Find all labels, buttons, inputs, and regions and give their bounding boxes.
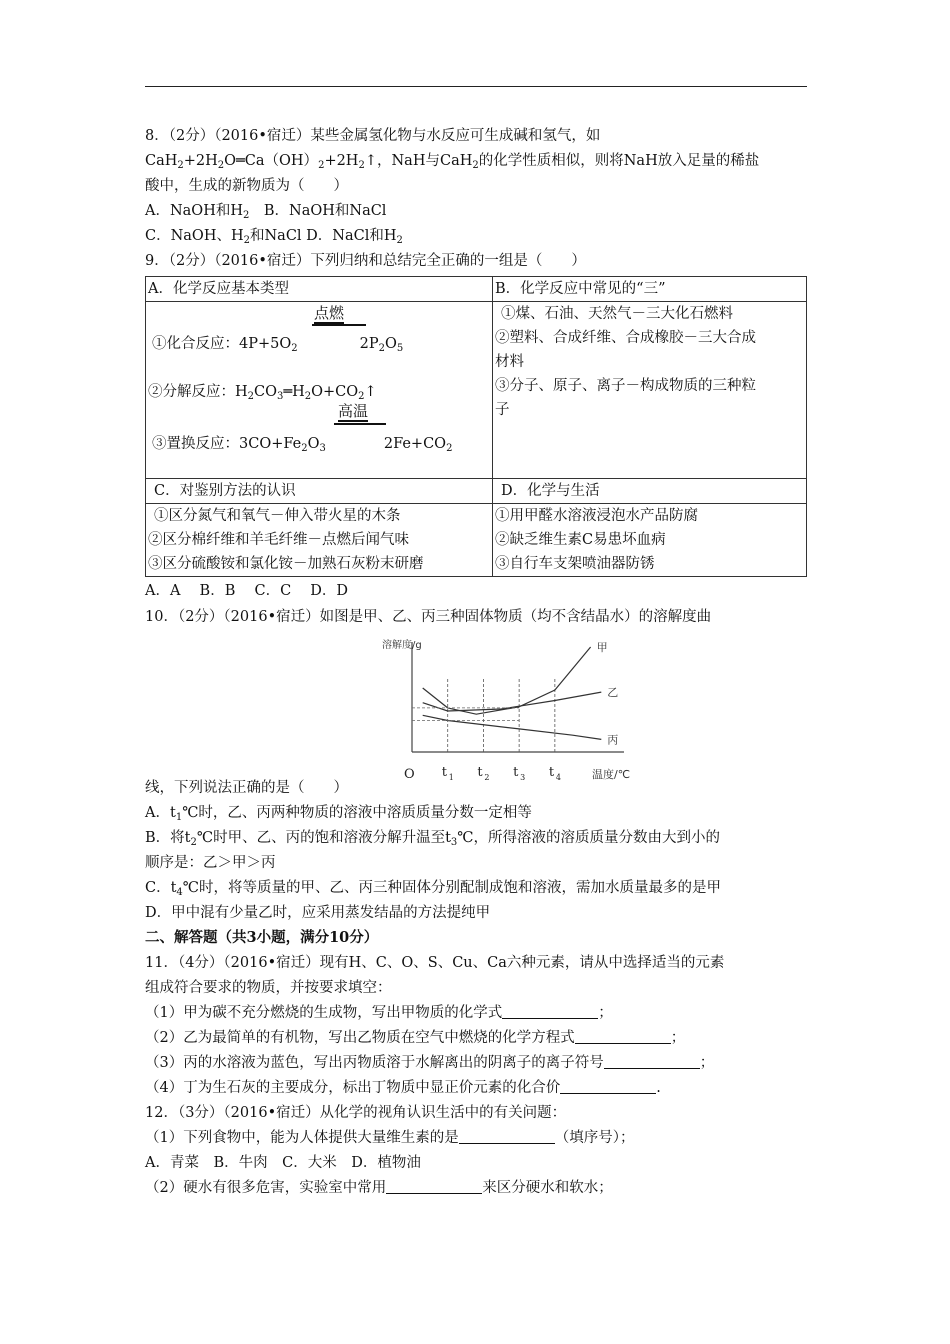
reaction-condition-ignite: 点燃 bbox=[314, 304, 345, 322]
condition-underline bbox=[334, 423, 386, 425]
reaction-condition-high-temp: 高温 bbox=[338, 402, 369, 420]
x-tick-sub: 1 bbox=[448, 773, 454, 782]
q10-stem-end: 线，下列说法正确的是（ ） bbox=[145, 780, 348, 796]
q8-equation-line: $CaH_2+2H_2O═Ca(OH)_2+2H_2↑$，NaH与CaH$_2$的化学性质相似，则将NaH放入足量的稀盐 bbox=[145, 153, 760, 171]
y-axis-label: 溶解度/g bbox=[382, 640, 422, 651]
q10-stem: 10．（2分）（2016•宿迁）如图是甲、乙、丙三种固体物质（均不含结晶水）的溶解度曲 bbox=[145, 609, 712, 625]
section-2-title: 二、解答题（共3小题，满分10分） bbox=[145, 929, 379, 946]
q9-a-decomposition-reaction: ②分解反应：$H_2CO_3═H_2O+CO_2↑$ bbox=[148, 384, 377, 402]
x-axis-label: 温度/℃ bbox=[592, 768, 631, 781]
q12-sub2: （2）硬水有很多危害，实验室中常用 来区分硬水和软水； bbox=[145, 1180, 613, 1196]
q8-stem-end: 酸中，生成的新物质为（ ） bbox=[145, 178, 348, 194]
q9-cell-a-body bbox=[146, 302, 493, 479]
q11-sub1: （1）甲为碳不充分燃烧的生成物，写出甲物质的化学式 ； bbox=[145, 1005, 613, 1021]
q11-stem: 11．（4分）（2016•宿迁）现有H、C、O、S、Cu、Ca六种元素，请从中选择适当的元素 bbox=[145, 955, 725, 971]
q9-a-displacement-reaction: ③置换反应：$3CO+Fe_2O_3$ $2Fe+CO_2$ bbox=[152, 436, 453, 454]
q11-sub4: （4）丁为生石灰的主要成分，标出丁物质中显正价元素的化合价 . bbox=[145, 1080, 661, 1096]
q8-stem: 8．（2分）（2016•宿迁）某些金属氢化物与水反应可生成碱和氢气，如 bbox=[145, 128, 601, 144]
q10-option-c: C．$t_4℃$时，将等质量的甲、乙、丙三种固体分别配制成饱和溶液，需加水质量最多的是甲 bbox=[145, 880, 722, 898]
answer-blank[interactable] bbox=[575, 1029, 671, 1044]
q12-stem: 12．（3分）（2016•宿迁）从化学的视角认识生活中的有关问题： bbox=[145, 1105, 567, 1121]
q9-table bbox=[145, 276, 807, 577]
q9-cell-d-body: ①用甲醛水溶液浸泡水产品防腐 ②缺乏维生素C易患坏血病 ③自行车支架喷油器防锈 bbox=[493, 504, 807, 577]
q9-options: A．A B．B C．C D．D bbox=[145, 583, 349, 599]
answer-blank[interactable] bbox=[560, 1079, 656, 1094]
header-rule bbox=[145, 86, 807, 87]
x-tick-label: t bbox=[477, 765, 483, 780]
x-tick-sub: 2 bbox=[484, 773, 490, 782]
q9-stem: 9．（2分）（2016•宿迁）下列归纳和总结完全正确的一组是（ ） bbox=[145, 253, 586, 269]
q11-sub3: （3）丙的水溶液为蓝色，写出丙物质溶于水解离出的阴离子的离子符号 ； bbox=[145, 1055, 715, 1071]
answer-blank[interactable] bbox=[459, 1129, 555, 1144]
x-tick-sub: 4 bbox=[555, 773, 561, 782]
q11-sub2: （2）乙为最简单的有机物，写出乙物质在空气中燃烧的化学方程式 ； bbox=[145, 1030, 686, 1046]
q9-cell-b-title: B．化学反应中常见的“三” bbox=[493, 277, 807, 302]
q9-cell-d-title: D．化学与生活 bbox=[493, 479, 807, 504]
x-tick-sub: 3 bbox=[520, 773, 526, 782]
x-tick-label: t bbox=[441, 765, 447, 780]
q8-options-ab: A．NaOH和$H_2$ B．NaOH和NaCl bbox=[145, 203, 387, 221]
q9-cell-c-title: C．对鉴别方法的认识 bbox=[146, 479, 493, 504]
x-tick-label: t bbox=[513, 765, 519, 780]
q9-cell-c-body: ①区分氮气和氧气－伸入带火星的木条 ②区分棉纤维和羊毛纤维－点燃后闻气味 ③区分硫酸铵和氯化铵－加熟石灰粉末研磨 bbox=[146, 504, 493, 577]
answer-blank[interactable] bbox=[604, 1054, 700, 1069]
answer-blank[interactable] bbox=[386, 1179, 482, 1194]
q12-sub1: （1）下列食物中，能为人体提供大量维生素的是 （填序号）； bbox=[145, 1130, 635, 1146]
q10-option-d: D．甲中混有少量乙时，应采用蒸发结晶的方法提纯甲 bbox=[145, 905, 491, 921]
q10-option-a: A．$t_1℃$时，乙、丙两种物质的溶液中溶质质量分数一定相等 bbox=[145, 805, 532, 823]
q9-cell-b-body: ①煤、石油、天然气－三大化石燃料 ②塑料、合成纤维、合成橡胶－三大合成 材料 ③分子、原子、离子－构成物质的三种粒 子 bbox=[493, 302, 807, 479]
origin-label: O bbox=[404, 767, 415, 782]
q8-options-cd: C．NaOH、$H_2$和NaCl D．NaCl和$H_2$ bbox=[145, 228, 403, 246]
q10-option-b: B．将$t_2℃$时甲、乙、丙的饱和溶液分解升温至$t_3℃$，所得溶液的溶质质量分数由大到小的 bbox=[145, 830, 721, 848]
series-label: 乙 bbox=[607, 686, 619, 700]
series-label: 丙 bbox=[607, 733, 619, 747]
q9-a-combination-reaction: ①化合反应：$4P+5O_2$ $2P_2O_5$ bbox=[152, 336, 404, 354]
solubility-curve-chart bbox=[370, 634, 640, 784]
x-tick-label: t bbox=[548, 765, 555, 780]
q10-option-b-cont: 顺序是：乙＞甲＞丙 bbox=[145, 855, 276, 871]
q11-stem-cont: 组成符合要求的物质，并按要求填空： bbox=[145, 980, 392, 996]
condition-underline bbox=[312, 324, 366, 326]
q9-cell-a-title: A．化学反应基本类型 bbox=[146, 277, 493, 302]
series-label: 甲 bbox=[596, 641, 608, 654]
answer-blank[interactable] bbox=[502, 1004, 598, 1019]
series-line-3 bbox=[423, 715, 602, 739]
q12-options: A．青菜 B．牛肉 C．大米 D．植物油 bbox=[145, 1155, 421, 1171]
